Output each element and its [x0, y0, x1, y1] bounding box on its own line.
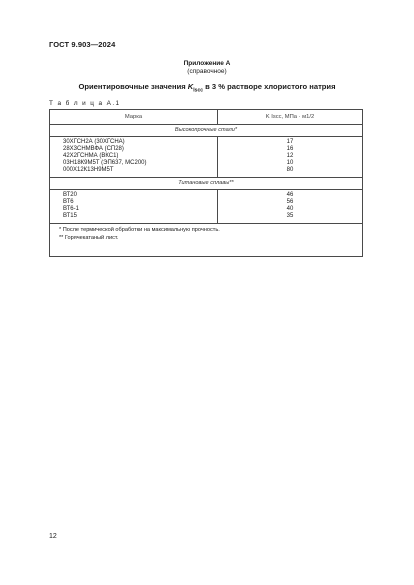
grade-name: 03Н18К9М5Т (ЭП637, МС200) — [63, 160, 147, 166]
kiscc-value: 12 — [286, 153, 294, 159]
title-suffix: в 3 % растворе хлористого натрия — [203, 82, 336, 91]
kiscc-value: 40 — [286, 206, 294, 212]
group-title: Титановые сплавы** — [50, 178, 363, 190]
table-header-row — [50, 110, 363, 125]
appendix-title: Приложение А — [183, 60, 231, 67]
footnotes — [50, 224, 363, 257]
appendix-subtitle: (справочное) — [187, 68, 227, 75]
kiscc-value: 80 — [286, 167, 294, 173]
grade-cell — [50, 190, 218, 224]
grade-name: 30ХГСН2А (30ХГСНА) — [63, 139, 125, 145]
page-number: 12 — [49, 533, 57, 540]
table-row — [50, 137, 363, 178]
group-title: Высокопрочные стали* — [50, 125, 363, 137]
kiscc-value: 56 — [286, 199, 294, 205]
grade-name: ВТ15 — [63, 213, 77, 219]
table-caption: Т а б л и ц а А.1 — [49, 100, 121, 107]
footnote-row — [50, 224, 363, 257]
title-symbol: K — [187, 82, 194, 91]
data-table — [49, 109, 363, 257]
value-cell — [218, 137, 363, 178]
grade-name: 000Х12К13Н9М5Т — [63, 167, 114, 173]
kiscc-value: 35 — [286, 213, 294, 219]
grade-name: ВТ20 — [63, 192, 77, 198]
group-row-titanium — [50, 178, 363, 190]
title-symbol-subscript: Iscc — [193, 87, 204, 94]
grade-name: ВТ6-1 — [63, 206, 79, 212]
footnote: ** Горячекатаный лист. — [59, 234, 119, 241]
value-cell — [218, 190, 363, 224]
footnote: * После термической обработки на максимальную прочность. — [59, 227, 220, 233]
grade-name: 42Х2ГСНМА (ВКС1) — [63, 153, 119, 159]
appendix-main-title — [0, 82, 414, 94]
appendix-heading — [0, 60, 414, 76]
grade-name: ВТ6 — [63, 199, 74, 205]
title-prefix: Ориентировочные значения — [78, 82, 188, 91]
kiscc-value: 10 — [286, 160, 294, 166]
col-header-grade: Марка — [50, 110, 218, 125]
document-header: ГОСТ 9.903—2024 — [49, 40, 116, 49]
grade-name: 28Х3СНМВФА (СП28) — [63, 146, 124, 152]
kiscc-value: 16 — [286, 146, 294, 152]
table-row — [50, 190, 363, 224]
group-row-steels — [50, 125, 363, 137]
kiscc-value: 17 — [286, 139, 294, 145]
kiscc-value: 46 — [286, 192, 294, 198]
col-header-kiscc: K Iscc, МПа · м1/2 — [218, 110, 363, 125]
grade-cell — [50, 137, 218, 178]
